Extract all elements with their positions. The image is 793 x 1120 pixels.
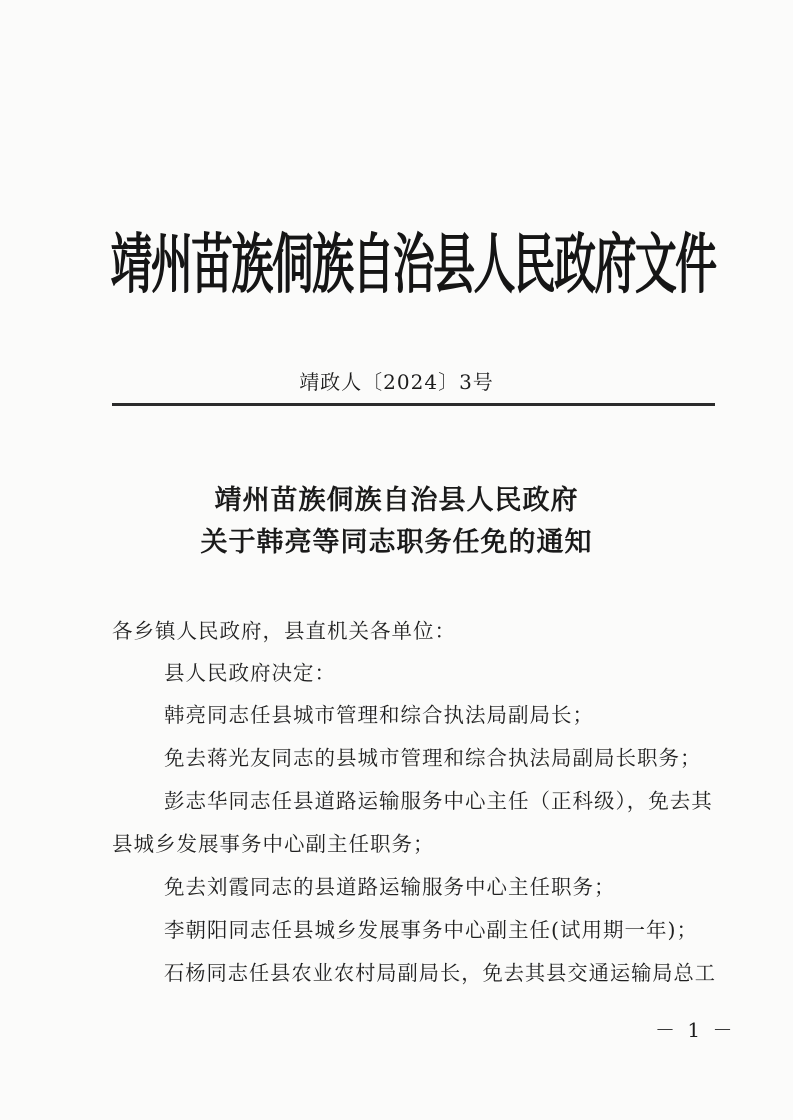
body-paragraph-line: 韩亮同志任县城市管理和综合执法局副局长； xyxy=(164,703,594,727)
body-paragraph-line: 免去蒋光友同志的县城市管理和综合执法局副局长职务； xyxy=(164,746,702,770)
body-paragraph-line: 李朝阳同志任县城乡发展事务中心副主任(试用期一年)； xyxy=(164,918,698,942)
body-paragraph-line: 免去刘霞同志的县道路运输服务中心主任职务； xyxy=(164,875,616,899)
masthead-title: 靖州苗族侗族自治县人民政府文件 xyxy=(110,227,716,303)
body-paragraph-line: 县城乡发展事务中心副主任职务； xyxy=(112,832,435,856)
body-paragraph-line: 石杨同志任县农业农村局副局长，免去其县交通运输局总工 xyxy=(164,961,716,985)
notice-title-line-2: 关于韩亮等同志职务任免的通知 xyxy=(200,527,593,558)
body-paragraph-line: 县人民政府决定： xyxy=(164,661,336,685)
page-number: － 1 － xyxy=(655,1018,736,1042)
masthead xyxy=(110,218,716,303)
notice-title-line-1: 靖州苗族侗族自治县人民政府 xyxy=(214,485,579,516)
salutation: 各乡镇人民政府，县直机关各单位： xyxy=(112,619,456,643)
document-number: 靖政人〔2024〕3号 xyxy=(299,370,494,394)
body-paragraph-line: 彭志华同志任县道路运输服务中心主任（正科级），免去其 xyxy=(164,789,713,813)
header-divider xyxy=(112,403,715,406)
